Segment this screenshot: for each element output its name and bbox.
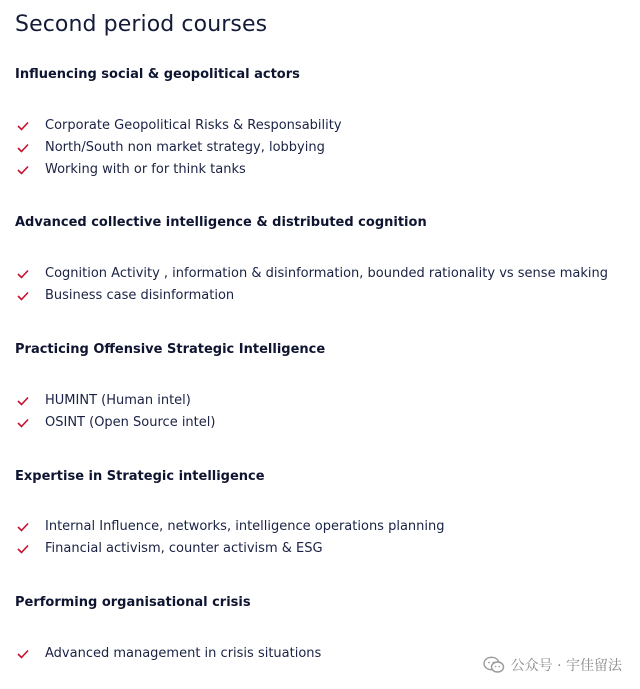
item-label: Cognition Activity , information & disinformation, bounded rationality vs sense making	[45, 266, 608, 281]
item-label: Financial activism, counter activism & ESG	[45, 541, 323, 556]
course-list	[15, 643, 321, 665]
list-item	[15, 643, 321, 665]
item-label: Advanced management in crisis situations	[45, 646, 322, 661]
course-list	[15, 263, 608, 307]
item-label: Working with or for think tanks	[45, 162, 246, 177]
section-heading: Influencing social & geopolitical actors	[15, 67, 300, 82]
course-list	[15, 115, 342, 181]
list-item	[15, 137, 342, 159]
check-icon	[17, 396, 29, 406]
check-icon	[17, 269, 29, 279]
item-label: Corporate Geopolitical Risks & Responsability	[45, 118, 342, 133]
item-label: North/South non market strategy, lobbying	[45, 140, 325, 155]
item-label: OSINT (Open Source intel)	[45, 415, 216, 430]
item-label: HUMINT (Human intel)	[45, 393, 191, 408]
list-item	[15, 412, 215, 434]
list-item	[15, 285, 608, 307]
course-list	[15, 516, 445, 560]
check-icon	[17, 165, 29, 175]
list-item	[15, 516, 445, 538]
section-heading: Expertise in Strategic intelligence	[15, 469, 265, 484]
check-icon	[17, 522, 29, 532]
wechat-icon	[483, 656, 505, 674]
section-heading: Performing organisational crisis	[15, 595, 251, 610]
list-item	[15, 159, 342, 181]
section-heading: Practicing Offensive Strategic Intelligence	[15, 342, 326, 357]
list-item	[15, 390, 215, 412]
section-strategic-intelligence	[15, 468, 640, 556]
check-icon	[17, 649, 29, 659]
section-collective-intelligence	[15, 214, 640, 303]
list-item	[15, 115, 342, 137]
page-title: Second period courses	[15, 12, 268, 37]
course-list	[15, 390, 215, 434]
section-heading: Advanced collective intelligence & distributed cognition	[15, 215, 427, 230]
check-icon	[17, 121, 29, 131]
section-influencing	[15, 66, 640, 177]
section-organisational-crisis	[15, 594, 640, 661]
check-icon	[17, 143, 29, 153]
check-icon	[17, 544, 29, 554]
check-icon	[17, 418, 29, 428]
item-label: Business case disinformation	[45, 288, 235, 303]
item-label: Internal Influence, networks, intelligence operations planning	[45, 519, 445, 534]
list-item	[15, 263, 608, 285]
list-item	[15, 538, 445, 560]
watermark-text: 公众号 · 宇佳留法	[510, 658, 622, 674]
section-offensive-intelligence	[15, 341, 640, 430]
watermark	[483, 655, 622, 675]
check-icon	[17, 291, 29, 301]
